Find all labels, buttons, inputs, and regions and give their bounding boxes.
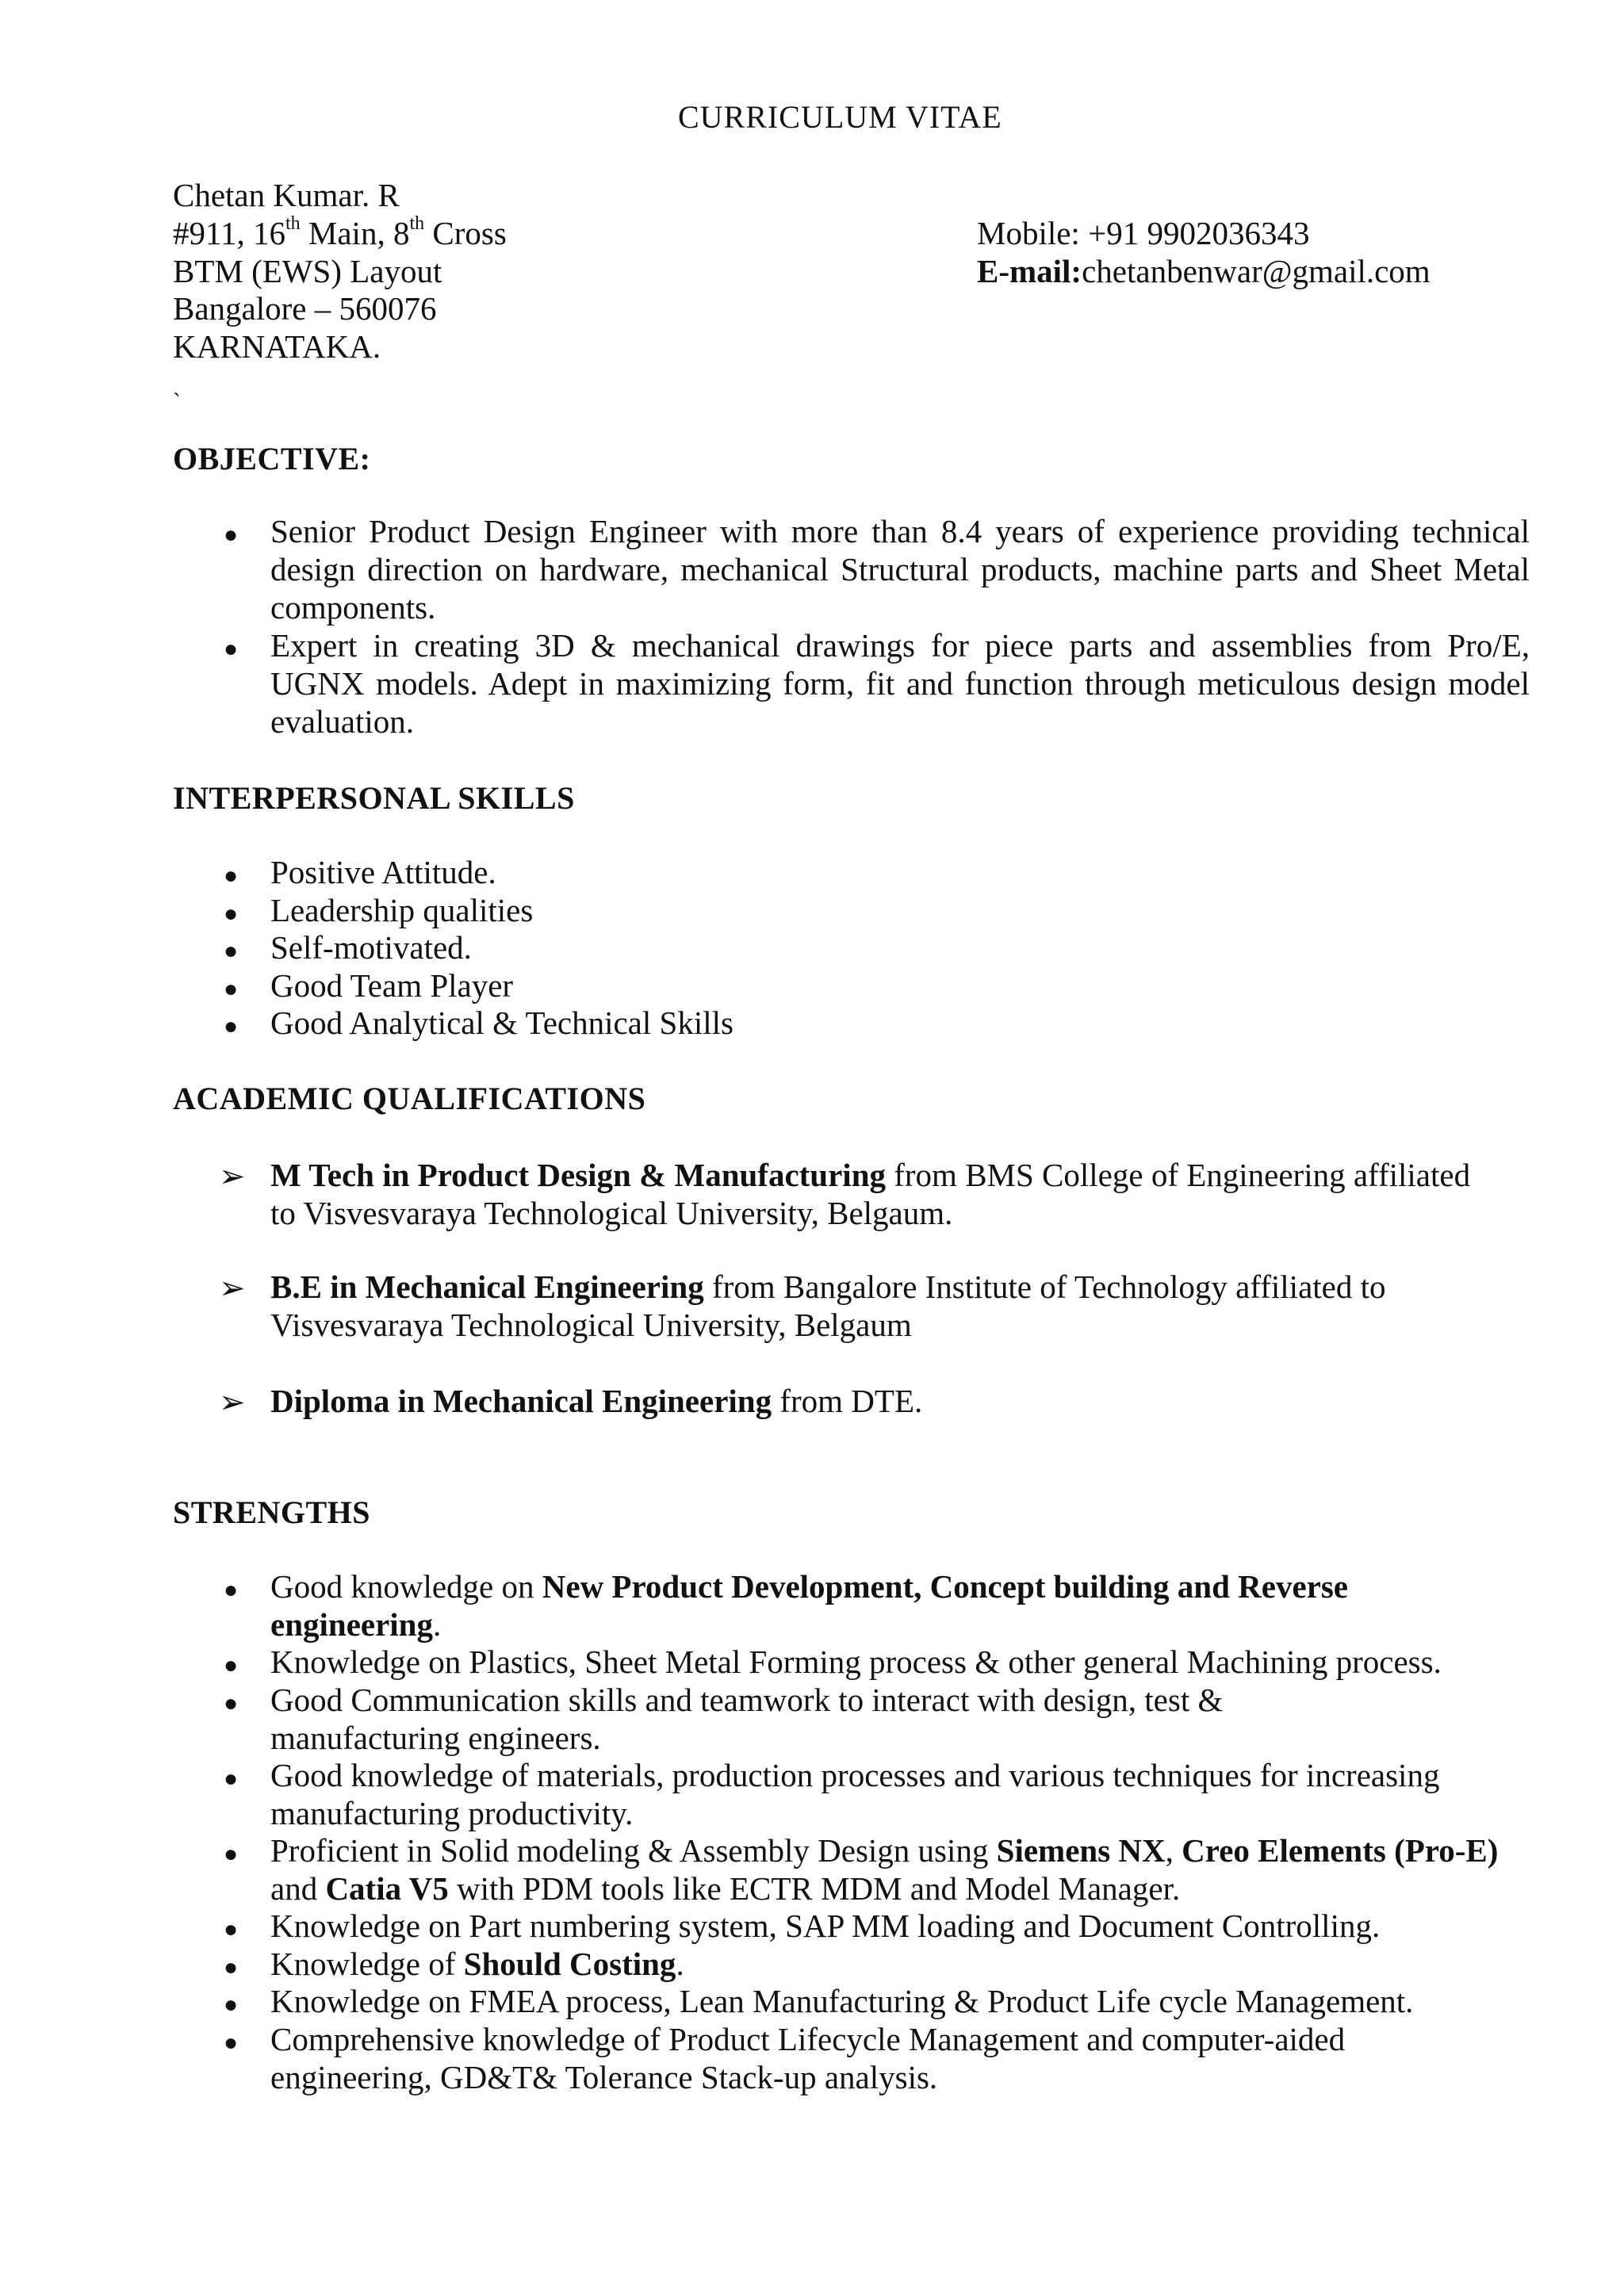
strength-item: Knowledge of Should Costing. — [270, 1946, 684, 1982]
academic-item-mtech-line2: to Visvesvaraya Technological University, Belgaum. — [270, 1195, 953, 1231]
email-label: E-mail: — [977, 253, 1082, 289]
mobile-line — [977, 214, 1309, 252]
page-title: CURRICULUM VITAE — [678, 99, 1002, 135]
strength-item: Good knowledge of materials, production processes and various techniques for increasing manufacturing productivity. — [270, 1757, 1440, 1831]
strength-item: Proficient in Solid modeling & Assembly Design using Siemens NX, Creo Elements (Pro-E) and Catia V5 with PDM tools like ECTR MDM and Model Manager. — [270, 1832, 1499, 1907]
arrow-bullet-icon: ➢ — [219, 1384, 246, 1420]
bullet-icon: ● — [224, 522, 239, 548]
academic-item-diploma: Diploma in Mechanical Engineering from DTE. — [270, 1383, 923, 1419]
strength-item: Knowledge on Part numbering system, SAP MM loading and Document Controlling. — [270, 1908, 1381, 1944]
bullet-icon: ● — [224, 636, 239, 662]
strength-item: Comprehensive knowledge of Product Lifecycle Management and computer-aided engineering, GD&T& Tolerance Stack-up analysis. — [270, 2021, 1346, 2095]
bullet-icon: ● — [224, 1841, 239, 1867]
arrow-bullet-icon: ➢ — [219, 1270, 246, 1306]
academic-item-mtech: M Tech in Product Design & Manufacturing from BMS College of Engineering affiliated — [270, 1157, 1471, 1193]
bullet-icon: ● — [224, 2030, 239, 2056]
bullet-icon: ● — [224, 1690, 239, 1716]
address-line-2: BTM (EWS) Layout — [173, 253, 442, 289]
address-line-1: #911, 16th Main, 8th Cross — [173, 213, 507, 251]
mobile-number: +91 9902036343 — [1088, 215, 1310, 251]
bullet-icon: ● — [224, 863, 239, 889]
interpersonal-item: Good Analytical & Technical Skills — [270, 1004, 733, 1041]
interpersonal-item: Good Team Player — [270, 967, 514, 1004]
bullet-icon: ● — [224, 1013, 239, 1039]
bullet-icon: ● — [224, 1954, 239, 1980]
arrow-bullet-icon: ➢ — [219, 1158, 246, 1194]
bullet-icon: ● — [224, 901, 239, 927]
academic-item-be-line2: Visvesvaraya Technological University, Belgaum — [270, 1307, 912, 1343]
strengths-heading: STRENGTHS — [173, 1494, 371, 1530]
bullet-icon: ● — [224, 1652, 239, 1678]
bullet-icon: ● — [224, 1577, 239, 1603]
objective-item-1: Senior Product Design Engineer with more than 8.4 years of experience providing technical design direction on hardware, mechanical Structural products, machine parts and Sheet Metal components. — [270, 513, 1530, 626]
address-line-4: KARNATAKA. — [173, 328, 381, 365]
interpersonal-item: Positive Attitude. — [270, 854, 496, 890]
interpersonal-heading: INTERPERSONAL SKILLS — [173, 780, 575, 816]
bullet-icon: ● — [224, 1766, 239, 1792]
stray-mark: ` — [173, 388, 181, 415]
objective-heading: OBJECTIVE: — [173, 441, 371, 476]
strength-item: Good knowledge on New Product Development, Concept building and Reverse engineering. — [270, 1568, 1348, 1643]
bullet-icon: ● — [224, 938, 239, 964]
academic-item-be: B.E in Mechanical Engineering from Bangalore Institute of Technology affiliated to — [270, 1269, 1386, 1305]
mobile-label: Mobile: — [977, 215, 1080, 251]
email-address: chetanbenwar@gmail.com — [1082, 253, 1431, 289]
strength-item: Knowledge on FMEA process, Lean Manufacturing & Product Life cycle Management. — [270, 1983, 1414, 2019]
interpersonal-item: Self-motivated. — [270, 929, 472, 966]
bullet-icon: ● — [224, 1916, 239, 1942]
address-line-3: Bangalore – 560076 — [173, 290, 437, 327]
academic-heading: ACADEMIC QUALIFICATIONS — [173, 1081, 646, 1116]
email-line — [977, 252, 1431, 290]
strength-item: Knowledge on Plastics, Sheet Metal Forming process & other general Machining process. — [270, 1644, 1442, 1680]
bullet-icon: ● — [224, 976, 239, 1002]
bullet-icon: ● — [224, 1992, 239, 2018]
candidate-name: Chetan Kumar. R — [173, 177, 400, 213]
objective-item-2: Expert in creating 3D & mechanical drawings for piece parts and assemblies from Pro/E, UGNX models. Adept in maximizing form, fit and function through meticulous design model evaluation. — [270, 627, 1530, 740]
interpersonal-item: Leadership qualities — [270, 892, 534, 928]
strength-item: Good Communication skills and teamwork to interact with design, test & manufacturing engineers. — [270, 1682, 1224, 1756]
